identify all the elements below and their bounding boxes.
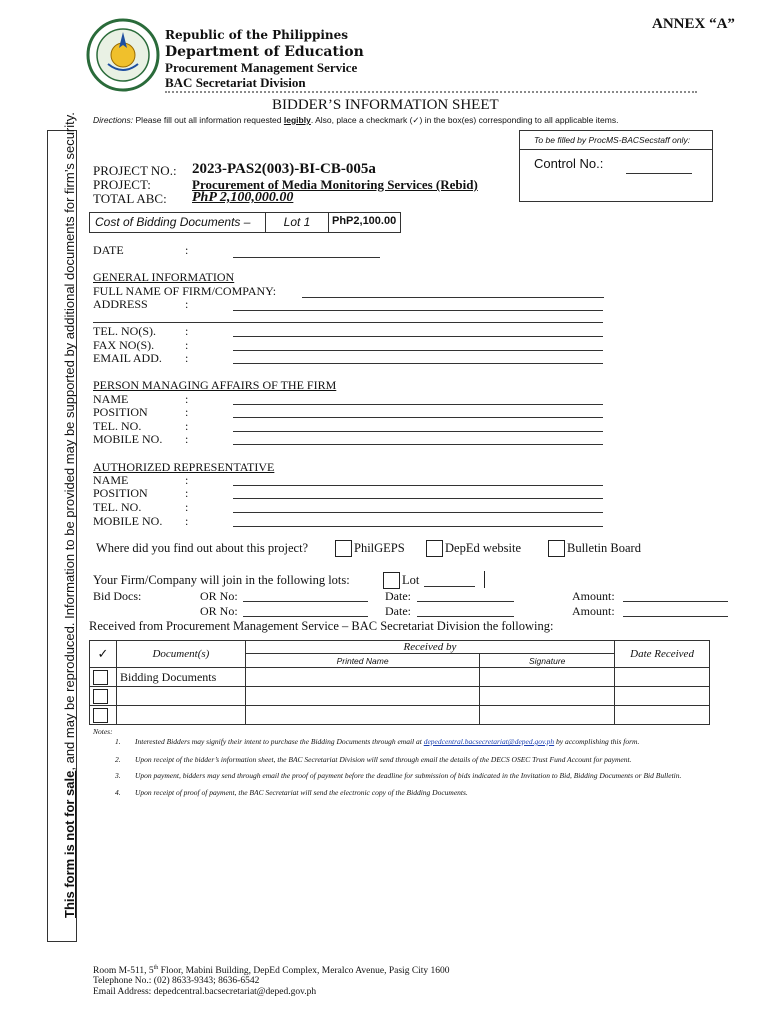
amount-label-2: Amount: [572,604,615,618]
project-no-value: 2023-PAS2(003)-BI-CB-005a [192,161,376,177]
manager-tel-field[interactable] [233,431,603,432]
row-checkbox[interactable] [93,689,108,704]
cost-amount: PhP2,100.00 [332,215,397,227]
signature-header: Signature [480,654,615,668]
address-field[interactable] [233,310,603,311]
note-3-number: 3. [115,771,121,780]
row-document[interactable] [116,687,245,706]
rep-mobile-field[interactable] [233,526,603,527]
manager-mobile-colon: : [185,432,189,446]
address-field-2[interactable] [93,322,603,323]
document-header: Document(s) [116,641,245,668]
fax-label: FAX NO(S). [93,338,155,352]
lot-divider [484,571,485,588]
philgeps-label: PhilGEPS [354,541,405,555]
division-text: BAC Secretariat Division [165,75,306,90]
row-date-received[interactable] [615,668,710,687]
amount-field-1[interactable] [623,601,728,602]
received-by-header: Received by [245,641,614,654]
row-document: Bidding Documents [116,668,245,687]
row-check-cell [90,687,117,706]
row-date-received[interactable] [615,706,710,725]
rep-mobile-colon: : [185,514,189,528]
or-no-field-1[interactable] [243,601,368,602]
manager-tel-label: TEL. NO. [93,419,142,433]
rep-position-label: POSITION [93,486,148,500]
date-colon: : [185,243,189,257]
side-note: This form is not for sale, and may be reproduced. Information to be provided may be supported by additional documents for firm’s security. [62,112,77,918]
note-4: Upon receipt of proof of payment, the BAC Secretariat will send the electronic copy of the Bidding Documents. [135,788,468,797]
or-no-label-1: OR No: [200,589,238,603]
manager-name-field[interactable] [233,404,603,405]
firm-name-label: FULL NAME OF FIRM/COMPANY: [93,284,277,298]
received-heading: Received from Procurement Management Service – BAC Secretariat Division the following: [89,619,554,633]
notes-label: Notes: [93,727,113,736]
address-label: ADDRESS [93,297,148,311]
row-check-cell [90,668,117,687]
table-row [90,706,710,725]
firm-name-field[interactable] [302,297,604,298]
table-row [90,687,710,706]
row-checkbox[interactable] [93,670,108,685]
rep-name-label: NAME [93,473,129,487]
rep-tel-colon: : [185,500,189,514]
sheet-title: BIDDER’S INFORMATION SHEET [272,97,499,113]
fax-colon: : [185,338,189,352]
rep-position-field[interactable] [233,498,603,499]
amount-label-1: Amount: [572,589,615,603]
rep-mobile-label: MOBILE NO. [93,514,163,528]
manager-position-label: POSITION [93,405,148,419]
note-2-number: 2. [115,755,121,764]
manager-mobile-field[interactable] [233,444,603,445]
row-signature[interactable] [480,668,615,687]
or-no-field-2[interactable] [243,616,368,617]
or-no-label-2: OR No: [200,604,238,618]
rep-tel-field[interactable] [233,512,603,513]
note-1: Interested Bidders may signify their intent to purchase the Bidding Documents through email at depedcentral.bacsecretariat@deped.gov.ph by accomplishing this form. [135,737,640,746]
note-1-number: 1. [115,737,121,746]
rep-name-field[interactable] [233,485,603,486]
row-check-cell [90,706,117,725]
received-table [89,640,710,725]
note-4-number: 4. [115,788,121,797]
row-checkbox[interactable] [93,708,108,723]
control-no-label: Control No.: [534,156,604,171]
manager-position-field[interactable] [233,417,603,418]
printed-name-header: Printed Name [245,654,480,668]
deped-seal-icon [86,18,160,92]
philgeps-checkbox[interactable] [335,540,352,557]
project-name-value: Procurement of Media Monitoring Services (Rebid) [192,177,478,192]
email-label: EMAIL ADD. [93,351,162,365]
general-heading: GENERAL INFORMATION [93,270,235,284]
address-colon: : [185,297,189,311]
row-date-received[interactable] [615,687,710,706]
table-row [90,668,710,687]
amount-field-2[interactable] [623,616,728,617]
cost-label: Cost of Bidding Documents – [95,215,251,229]
bid-docs-label: Bid Docs: [93,589,142,603]
note-1-email-link[interactable]: depedcentral.bacsecretariat@deped.gov.ph [423,737,555,746]
footer-address: Room M-511, 5th Floor, Mabini Building, DepEd Complex, Meralco Avenue, Pasig City 1600 [93,965,450,977]
manager-name-label: NAME [93,392,129,406]
check-header: ✓ [90,641,117,668]
date-label: DATE [93,243,124,257]
directions-text: Directions: Please fill out all information requested legibly. Also, place a checkmark (✓) in the box(es) corresponding to all applicable items. [93,115,619,125]
date-received-header: Date Received [615,641,710,668]
header-divider [165,91,697,93]
republic-text: Republic of the Philippines [165,28,349,42]
project-label: PROJECT: [93,177,151,192]
date-field[interactable] [233,257,380,258]
rep-tel-label: TEL. NO. [93,500,142,514]
row-printed-name[interactable] [245,668,480,687]
manager-tel-colon: : [185,419,189,433]
manager-name-colon: : [185,392,189,406]
row-printed-name[interactable] [245,706,480,725]
rep-position-colon: : [185,486,189,500]
note-2: Upon receipt of the bidder’s information sheet, the BAC Secretariat Division will send through email the details of the DECS OSEC Trust Fund Account for payment. [135,755,632,764]
total-abc-label: TOTAL ABC: [93,191,167,206]
email-colon: : [185,351,189,365]
department-text: Department of Education [165,44,364,60]
email-field[interactable] [233,363,603,364]
lot-label: Lot [402,573,420,587]
row-printed-name[interactable] [245,687,480,706]
footer-email: Email Address: depedcentral.bacsecretariat@deped.gov.ph [93,987,317,997]
manager-mobile-label: MOBILE NO. [93,432,163,446]
annex-label: ANNEX “A” [652,16,735,32]
tel-colon: : [185,324,189,338]
source-question: Where did you find out about this project? [96,541,309,555]
cost-box [89,212,401,233]
row-document[interactable] [116,706,245,725]
cost-lot: Lot 1 [265,213,329,232]
lot-checkbox[interactable] [383,572,400,589]
note-3: Upon payment, bidders may send through email the proof of payment before the deadline for submission of bids indicated in the Invitation to Bid, Bidding Documents or Bid Bulletin. [135,771,682,780]
service-text: Procurement Management Service [165,60,358,75]
bulletin-board-label: Bulletin Board [567,541,641,555]
staff-only-box [519,130,713,202]
manager-heading: PERSON MANAGING AFFAIRS OF THE FIRM [93,378,337,392]
date-label-2: Date: [385,604,411,618]
total-abc-value: PhP 2,100,000.00 [192,190,294,205]
row-signature[interactable] [480,687,615,706]
project-no-label: PROJECT NO.: [93,163,177,178]
lots-question: Your Firm/Company will join in the following lots: [93,573,350,587]
rep-name-colon: : [185,473,189,487]
deped-website-label: DepEd website [445,541,522,555]
date-field-2[interactable] [417,616,514,617]
rep-heading: AUTHORIZED REPRESENTATIVE [93,460,275,474]
tel-field[interactable] [233,336,603,337]
bulletin-board-checkbox[interactable] [548,540,565,557]
date-field-1[interactable] [417,601,514,602]
control-no-field[interactable] [626,173,692,174]
lot-field[interactable] [424,586,475,587]
row-signature[interactable] [480,706,615,725]
deped-website-checkbox[interactable] [426,540,443,557]
date-label-1: Date: [385,589,411,603]
tel-label: TEL. NO(S). [93,324,156,338]
manager-position-colon: : [185,405,189,419]
fax-field[interactable] [233,350,603,351]
staff-note: To be filled by ProcMS-BACSecstaff only: [520,131,712,150]
footer-telephone: Telephone No.: (02) 8633-9343; 8636-6542 [93,976,260,986]
